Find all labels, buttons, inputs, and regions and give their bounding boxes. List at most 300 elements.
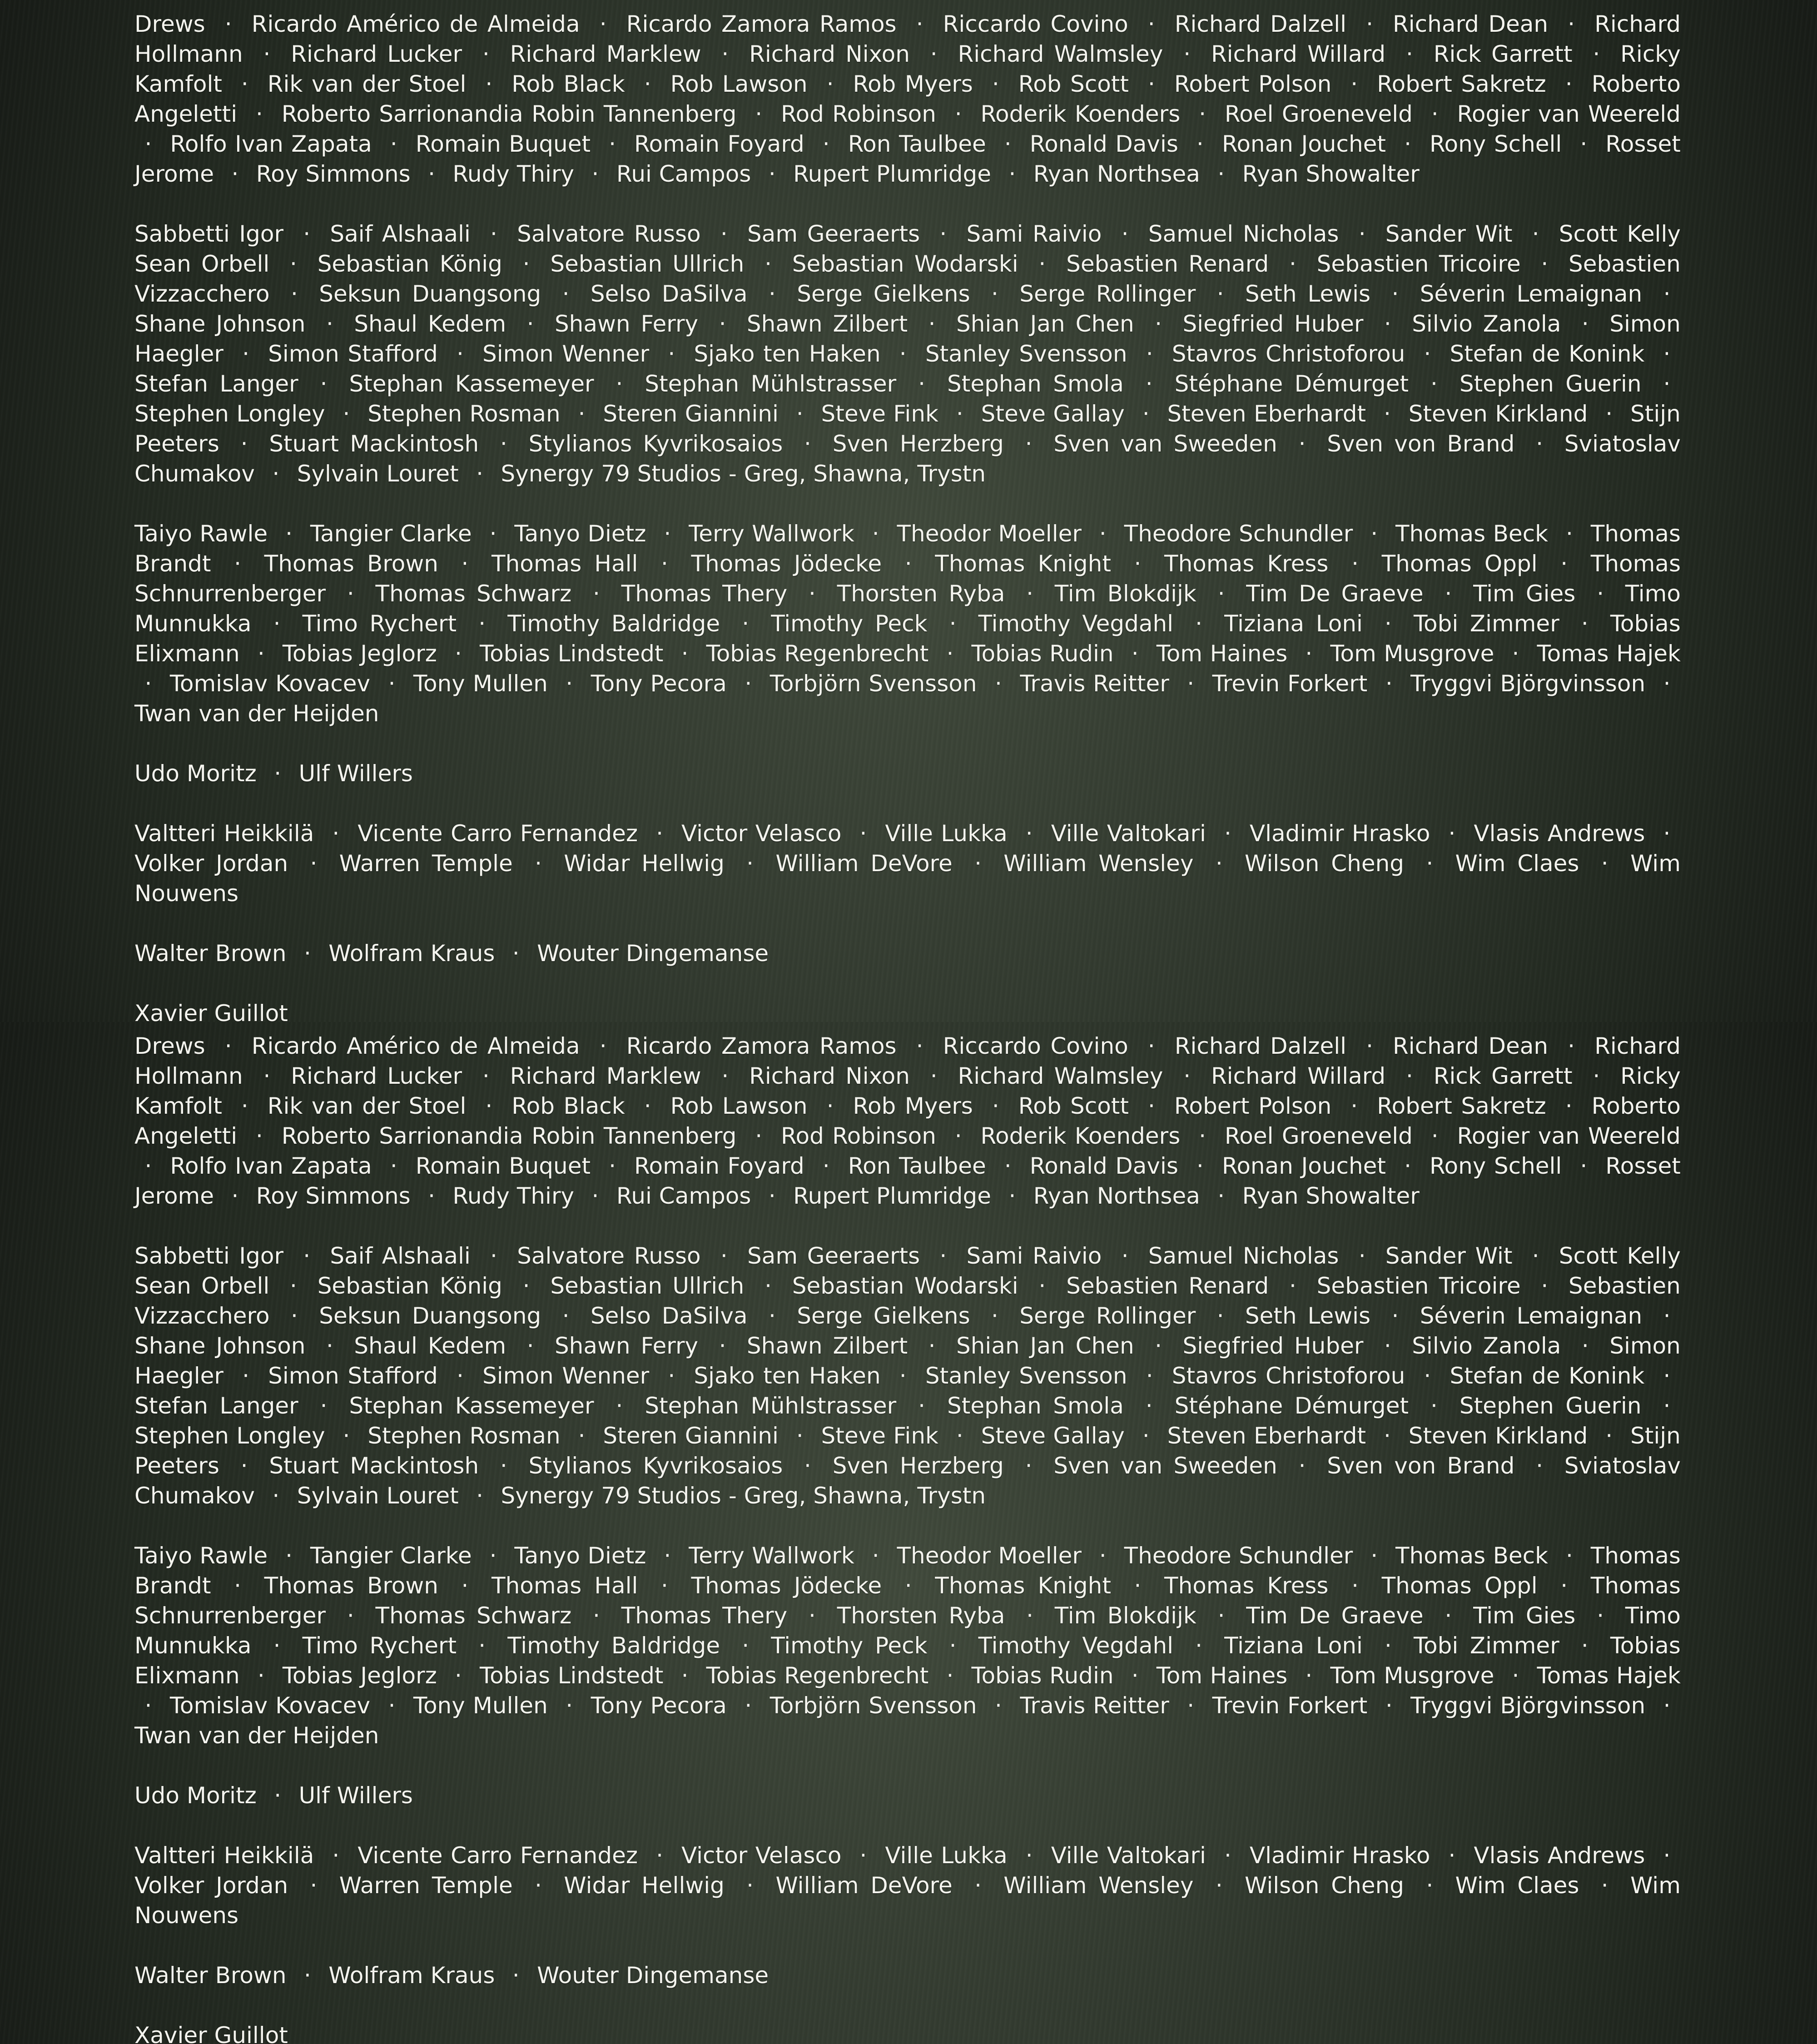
contributor-name: Stijn Peeters — [134, 401, 1681, 457]
separator-dot: · — [1391, 1303, 1399, 1329]
separator-dot: · — [1565, 1093, 1573, 1119]
contributor-name: Tryggvi Björgvinsson — [1410, 670, 1646, 697]
contributor-name: Saif Alshaali — [330, 1243, 471, 1269]
contributor-name: Shian Jan Chen — [956, 311, 1134, 337]
contributor-name: Sylvain Louret — [297, 1483, 459, 1509]
contributor-name: Sven Herzberg — [832, 431, 1004, 457]
contributor-name: Tobias Lindstedt — [480, 640, 664, 667]
credits-panel-bottom — [0, 1022, 1817, 2044]
separator-dot: · — [1145, 1393, 1153, 1419]
separator-dot: · — [939, 1243, 947, 1269]
contributor-name: Udo Moritz — [134, 1782, 257, 1809]
separator-dot: · — [745, 670, 752, 697]
contributor-name: Sebastian König — [317, 1273, 502, 1299]
separator-dot: · — [899, 341, 907, 367]
separator-dot: · — [428, 1183, 436, 1209]
separator-dot: · — [609, 131, 616, 157]
contributor-name: Tobias Lindstedt — [480, 1662, 664, 1689]
separator-dot: · — [991, 1303, 998, 1329]
separator-dot: · — [1426, 850, 1434, 877]
separator-dot: · — [456, 1363, 464, 1389]
contributor-name: Tanyo Dietz — [514, 521, 646, 547]
separator-dot: · — [285, 1543, 293, 1569]
separator-dot: · — [1424, 1363, 1431, 1389]
separator-dot: · — [1663, 341, 1671, 367]
separator-dot: · — [1385, 1692, 1393, 1719]
separator-dot: · — [347, 1602, 354, 1629]
separator-dot: · — [1536, 1453, 1543, 1479]
separator-dot: · — [485, 71, 493, 97]
separator-dot: · — [1581, 311, 1589, 337]
credits-paragraph — [134, 1960, 1681, 1990]
contributor-name: Ricky Kamfolt — [134, 41, 1681, 97]
contributor-name: Stéphane Démurget — [1174, 371, 1409, 397]
contributor-name: Timo Munnukka — [134, 1602, 1681, 1659]
separator-dot: · — [742, 1632, 750, 1659]
separator-dot: · — [526, 1333, 534, 1359]
contributor-name: Tryggvi Björgvinsson — [1410, 1692, 1646, 1719]
contributor-name: Thomas Beck — [1395, 1543, 1549, 1569]
separator-dot: · — [994, 1692, 1002, 1719]
separator-dot: · — [899, 1363, 907, 1389]
contributor-name: Silvio Zanola — [1412, 311, 1561, 337]
separator-dot: · — [231, 161, 239, 187]
separator-dot: · — [303, 221, 311, 247]
separator-dot: · — [482, 41, 490, 67]
contributor-name: Thomas Knight — [935, 1573, 1111, 1599]
contributor-name: Sam Geeraerts — [747, 221, 920, 247]
separator-dot: · — [745, 1692, 752, 1719]
separator-dot: · — [1351, 551, 1359, 577]
contributor-name: Richard Marklew — [510, 1063, 701, 1089]
separator-dot: · — [1424, 341, 1431, 367]
contributor-name: Wim Nouwens — [134, 850, 1681, 907]
contributor-name: Roy Simmons — [256, 161, 411, 187]
contributor-name: Sebastian Ullrich — [550, 251, 745, 277]
contributor-name: Thomas Schnurrenberger — [134, 1573, 1681, 1629]
contributor-name: Taiyo Rawle — [134, 521, 268, 547]
credits-paragraph — [134, 9, 1681, 189]
separator-dot: · — [1008, 1183, 1016, 1209]
separator-dot: · — [768, 161, 776, 187]
contributor-name: Wim Nouwens — [134, 1872, 1681, 1929]
separator-dot: · — [500, 431, 507, 457]
contributor-name: Tobias Rudin — [971, 640, 1114, 667]
separator-dot: · — [992, 1093, 999, 1119]
separator-dot: · — [274, 1782, 282, 1809]
contributor-name: Trevin Forkert — [1212, 1692, 1368, 1719]
contributor-name: Rik van der Stoel — [267, 1093, 467, 1119]
separator-dot: · — [1025, 1842, 1033, 1869]
separator-dot: · — [1565, 71, 1573, 97]
contributor-name: Richard Walmsley — [958, 1063, 1163, 1089]
separator-dot: · — [455, 1662, 462, 1689]
separator-dot: · — [768, 1303, 776, 1329]
separator-dot: · — [241, 71, 248, 97]
contributor-name: Rui Campos — [616, 161, 751, 187]
separator-dot: · — [461, 551, 469, 577]
separator-dot: · — [1004, 1153, 1012, 1179]
credits-paragraph — [134, 219, 1681, 489]
contributor-name: Sebastien Vizzacchero — [134, 1273, 1681, 1329]
contributor-name: Sander Wit — [1385, 1243, 1513, 1269]
separator-dot: · — [272, 1483, 280, 1509]
separator-dot: · — [272, 461, 280, 487]
separator-dot: · — [1215, 1872, 1223, 1899]
separator-dot: · — [274, 760, 282, 787]
separator-dot: · — [956, 1423, 963, 1449]
contributor-name: Rogier van Weereld — [1457, 101, 1681, 127]
separator-dot: · — [804, 431, 811, 457]
separator-dot: · — [660, 1573, 668, 1599]
contributor-name: Shian Jan Chen — [956, 1333, 1134, 1359]
contributor-name: Sebastien Renard — [1066, 1273, 1269, 1299]
contributor-name: Ville Valtokari — [1051, 1842, 1206, 1869]
contributor-name: Tim De Graeve — [1246, 580, 1424, 607]
contributor-name: Rob Black — [511, 71, 625, 97]
separator-dot: · — [918, 1393, 926, 1419]
contributor-name: Steven Kirkland — [1408, 401, 1588, 427]
separator-dot: · — [928, 311, 936, 337]
contributor-name: Rod Robinson — [781, 1123, 936, 1149]
separator-dot: · — [240, 431, 248, 457]
contributor-name: Udo Moritz — [134, 760, 257, 787]
contributor-name: Rob Scott — [1018, 71, 1129, 97]
contributor-name: Rupert Plumridge — [793, 161, 992, 187]
contributor-name: Sven van Sweeden — [1053, 1453, 1277, 1479]
contributor-name: Wilson Cheng — [1245, 1872, 1405, 1899]
separator-dot: · — [1385, 670, 1393, 697]
contributor-name: Walter Brown — [134, 940, 287, 967]
separator-dot: · — [310, 1872, 318, 1899]
contributor-name: Tim Gies — [1473, 1602, 1576, 1629]
credits-paragraph — [134, 759, 1681, 789]
separator-dot: · — [859, 1842, 867, 1869]
separator-dot: · — [1532, 1243, 1539, 1269]
separator-dot: · — [1384, 311, 1391, 337]
separator-dot: · — [1663, 1842, 1671, 1869]
contributor-name: Salvatore Russo — [517, 221, 701, 247]
contributor-name: Tom Musgrove — [1330, 1662, 1494, 1689]
contributor-name: Widar Hellwig — [564, 1872, 725, 1899]
contributor-name: Stephen Longley — [134, 1423, 325, 1449]
separator-dot: · — [1565, 1543, 1573, 1569]
contributor-name: Samuel Nicholas — [1148, 221, 1339, 247]
separator-dot: · — [1663, 281, 1671, 307]
contributor-name: Siegfried Huber — [1182, 311, 1364, 337]
separator-dot: · — [616, 1393, 623, 1419]
contributor-name: Romain Buquet — [415, 1153, 591, 1179]
separator-dot: · — [482, 1063, 490, 1089]
separator-dot: · — [320, 371, 328, 397]
separator-dot: · — [930, 41, 938, 67]
contributor-name: Roderik Koenders — [980, 101, 1181, 127]
separator-dot: · — [242, 341, 249, 367]
contributor-name: Rogier van Weereld — [1457, 1123, 1681, 1149]
contributor-name: Roel Groeneveld — [1224, 1123, 1413, 1149]
contributor-name: Stephen Rosman — [367, 1423, 561, 1449]
separator-dot: · — [255, 1123, 263, 1149]
contributor-name: Sebastian König — [317, 251, 502, 277]
contributor-name: Victor Velasco — [681, 820, 842, 847]
separator-dot: · — [1663, 371, 1671, 397]
contributor-name: Ronald Davis — [1029, 131, 1178, 157]
separator-dot: · — [1663, 670, 1671, 697]
contributor-name: Ville Valtokari — [1051, 820, 1206, 847]
separator-dot: · — [765, 1273, 772, 1299]
contributor-name: Ville Lukka — [885, 820, 1008, 847]
separator-dot: · — [946, 640, 954, 667]
separator-dot: · — [255, 101, 263, 127]
separator-dot: · — [1601, 850, 1608, 877]
contributor-name: Ricardo Américo de Almeida — [251, 1033, 580, 1059]
contributor-name: Theodor Moeller — [897, 521, 1082, 547]
separator-dot: · — [954, 1123, 962, 1149]
contributor-name: Thorsten Ryba — [837, 580, 1005, 607]
contributor-name: Serge Gielkens — [797, 281, 970, 307]
separator-dot: · — [664, 521, 671, 547]
separator-dot: · — [1004, 131, 1012, 157]
separator-dot: · — [241, 1093, 248, 1119]
contributor-name: Rik van der Stoel — [267, 71, 467, 97]
contributor-name: Stefan Langer — [134, 371, 298, 397]
separator-dot: · — [1217, 161, 1225, 187]
separator-dot: · — [809, 1602, 816, 1629]
separator-dot: · — [578, 1423, 586, 1449]
separator-dot: · — [1404, 131, 1411, 157]
credits-paragraph — [134, 819, 1681, 908]
separator-dot: · — [242, 1363, 249, 1389]
separator-dot: · — [1565, 521, 1573, 547]
separator-dot: · — [872, 521, 879, 547]
contributor-name: Robert Sakretz — [1377, 1093, 1546, 1119]
separator-dot: · — [1385, 1632, 1392, 1659]
contributor-name: Synergy 79 Studios - Greg, Shawna, Trystn — [501, 1483, 986, 1509]
contributor-name: Sviatoslav Chumakov — [134, 431, 1681, 487]
separator-dot: · — [1350, 1093, 1358, 1119]
separator-dot: · — [1370, 1543, 1378, 1569]
separator-dot: · — [234, 551, 242, 577]
separator-dot: · — [1199, 1123, 1206, 1149]
separator-dot: · — [956, 401, 963, 427]
contributor-name: Terry Wallwork — [689, 521, 854, 547]
separator-dot: · — [616, 371, 623, 397]
separator-dot: · — [489, 1543, 497, 1569]
separator-dot: · — [1216, 281, 1224, 307]
separator-dot: · — [562, 281, 570, 307]
separator-dot: · — [1025, 820, 1033, 847]
separator-dot: · — [1289, 1273, 1296, 1299]
separator-dot: · — [809, 580, 816, 607]
separator-dot: · — [994, 670, 1002, 697]
separator-dot: · — [456, 341, 464, 367]
contributor-name: Timothy Vegdahl — [978, 610, 1174, 637]
separator-dot: · — [320, 1393, 328, 1419]
contributor-name: Tony Mullen — [413, 1692, 548, 1719]
contributor-name: Vlasis Andrews — [1474, 820, 1645, 847]
separator-dot: · — [1426, 1872, 1434, 1899]
contributor-name: Shane Johnson — [134, 311, 306, 337]
contributor-name: Silvio Zanola — [1412, 1333, 1561, 1359]
credits-paragraph — [134, 998, 1681, 1022]
separator-dot: · — [796, 1423, 804, 1449]
separator-dot: · — [1215, 850, 1223, 877]
separator-dot: · — [478, 1632, 486, 1659]
separator-dot: · — [285, 521, 293, 547]
contributor-name: Wouter Dingemanse — [537, 1962, 769, 1989]
separator-dot: · — [144, 131, 152, 157]
contributor-name: Timothy Baldridge — [507, 1632, 720, 1659]
contributor-name: Rosset Jerome — [134, 131, 1681, 187]
separator-dot: · — [1187, 670, 1195, 697]
credits-list[interactable] — [134, 9, 1681, 1022]
separator-dot: · — [1195, 610, 1203, 637]
contributor-name: Sami Raivio — [966, 221, 1102, 247]
separator-dot: · — [1448, 1842, 1456, 1869]
contributor-name: Trevin Forkert — [1212, 670, 1368, 697]
separator-dot: · — [1601, 1872, 1608, 1899]
contributor-name: Romain Foyard — [634, 131, 804, 157]
contributor-name: Timothy Peck — [771, 610, 928, 637]
contributor-name: Stefan Langer — [134, 1393, 298, 1419]
contributor-name: Ricky Kamfolt — [134, 1063, 1681, 1119]
separator-dot: · — [593, 580, 600, 607]
contributor-name: Wim Claes — [1455, 1872, 1579, 1899]
contributor-name: Tim Blokdijk — [1054, 1602, 1196, 1629]
contributor-name: Steve Fink — [821, 401, 938, 427]
contributor-name: Synergy 79 Studios - Greg, Shawna, Trystn — [501, 461, 986, 487]
contributor-name: Simon Wenner — [482, 1363, 650, 1389]
separator-dot: · — [1541, 251, 1549, 277]
contributor-name: Robert Polson — [1174, 71, 1332, 97]
separator-dot: · — [1560, 551, 1568, 577]
contributor-name: Ron Taulbee — [848, 131, 986, 157]
contributor-name: William DeVore — [775, 850, 953, 877]
contributor-name: Thomas Brown — [264, 1573, 438, 1599]
contributor-name: Thomas Kress — [1164, 1573, 1329, 1599]
contributor-name: Richard Marklew — [510, 41, 701, 67]
contributor-name: Simon Wenner — [482, 341, 650, 367]
contributor-name: Roberto Angeletti — [134, 1093, 1681, 1149]
contributor-name: Volker Jordan — [134, 850, 288, 877]
contributor-name: Selso DaSilva — [590, 1303, 748, 1329]
contributor-name: Tony Pecora — [591, 1692, 727, 1719]
separator-dot: · — [332, 820, 340, 847]
contributor-name: Tobias Jeglorz — [282, 640, 437, 667]
separator-dot: · — [1597, 1602, 1604, 1629]
separator-dot: · — [1605, 401, 1613, 427]
separator-dot: · — [1366, 11, 1373, 37]
contributor-name: Sebastian Wodarski — [792, 1273, 1018, 1299]
contributor-name: Rui Campos — [616, 1183, 751, 1209]
separator-dot: · — [326, 311, 333, 337]
separator-dot: · — [1593, 1063, 1600, 1089]
contributor-name: Sami Raivio — [966, 1243, 1102, 1269]
contributor-name: Thomas Jödecke — [691, 551, 882, 577]
contributor-name: Scott Kelly Sean Orbell — [134, 221, 1681, 277]
contributor-name: Twan van der Heijden — [134, 700, 379, 727]
contributor-name: Tim Gies — [1473, 580, 1576, 607]
contributor-name: Roberto Sarrionandia Robin Tannenberg — [281, 1123, 737, 1149]
separator-dot: · — [1148, 71, 1155, 97]
separator-dot: · — [231, 1183, 239, 1209]
contributor-name: Salvatore Russo — [517, 1243, 701, 1269]
separator-dot: · — [347, 580, 354, 607]
separator-dot: · — [1366, 1033, 1373, 1059]
contributor-name: Sven van Sweeden — [1053, 431, 1277, 457]
contributor-name: Sabbetti Igor — [134, 221, 284, 247]
contributor-name: Seth Lewis — [1245, 1303, 1371, 1329]
separator-dot: · — [224, 1033, 232, 1059]
separator-dot: · — [1383, 401, 1391, 427]
contributor-name: Roberto Angeletti — [134, 71, 1681, 127]
separator-dot: · — [1217, 1602, 1225, 1629]
separator-dot: · — [1121, 1243, 1129, 1269]
separator-dot: · — [1532, 221, 1539, 247]
separator-dot: · — [1430, 1393, 1438, 1419]
contributor-name: Thomas Oppl — [1381, 1573, 1538, 1599]
contributor-name: Tim Blokdijk — [1054, 580, 1196, 607]
separator-dot: · — [290, 281, 298, 307]
contributor-name: Steren Giannini — [603, 401, 779, 427]
separator-dot: · — [1448, 820, 1456, 847]
contributor-name: Timo Rychert — [302, 1632, 457, 1659]
separator-dot: · — [1155, 311, 1162, 337]
separator-dot: · — [930, 1063, 938, 1089]
separator-dot: · — [599, 1033, 607, 1059]
separator-dot: · — [1568, 11, 1575, 37]
separator-dot: · — [303, 940, 311, 967]
contributor-name: Shawn Zilbert — [746, 311, 908, 337]
credits-paragraph — [134, 1241, 1681, 1511]
separator-dot: · — [1597, 580, 1604, 607]
contributor-name: Thomas Brandt — [134, 521, 1681, 577]
separator-dot: · — [489, 521, 497, 547]
separator-dot: · — [144, 1692, 152, 1719]
separator-dot: · — [859, 820, 867, 847]
contributor-name: Timo Rychert — [302, 610, 457, 637]
separator-dot: · — [668, 341, 675, 367]
separator-dot: · — [954, 101, 962, 127]
separator-dot: · — [263, 41, 271, 67]
separator-dot: · — [1406, 41, 1413, 67]
contributor-name: Steven Eberhardt — [1167, 401, 1366, 427]
contributor-name: Sven von Brand — [1327, 1453, 1515, 1479]
contributor-name: Walter Brown — [134, 1962, 287, 1989]
contributor-name: Theodor Moeller — [897, 1543, 1082, 1569]
separator-dot: · — [1148, 1093, 1155, 1119]
separator-dot: · — [1099, 521, 1107, 547]
contributor-name: Simon Haegler — [134, 1333, 1681, 1389]
separator-dot: · — [1305, 640, 1313, 667]
contributor-name: Tom Musgrove — [1330, 640, 1494, 667]
separator-dot: · — [1431, 1123, 1439, 1149]
separator-dot: · — [904, 1573, 912, 1599]
separator-dot: · — [1298, 1453, 1306, 1479]
contributor-name: Ronan Jouchet — [1221, 1153, 1386, 1179]
contributor-name: Tomas Hajek — [1537, 1662, 1681, 1689]
credits-list[interactable] — [134, 1031, 1681, 2044]
contributor-name: Rob Myers — [853, 71, 973, 97]
separator-dot: · — [428, 161, 436, 187]
separator-dot: · — [1385, 610, 1392, 637]
separator-dot: · — [656, 1842, 663, 1869]
contributor-name: Timothy Peck — [771, 1632, 928, 1659]
separator-dot: · — [1224, 1842, 1231, 1869]
separator-dot: · — [1289, 251, 1296, 277]
contributor-name: Shawn Ferry — [554, 1333, 699, 1359]
separator-dot: · — [916, 11, 923, 37]
